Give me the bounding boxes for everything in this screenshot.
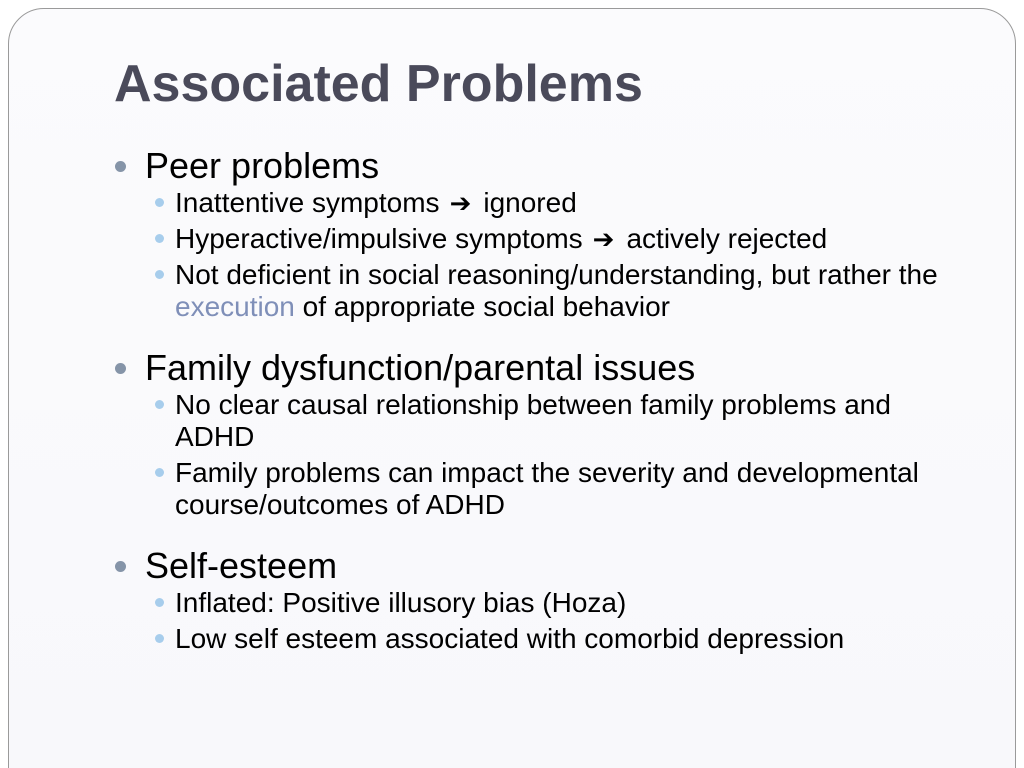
bullet-no-causal-relationship: No clear causal relationship between family problems and ADHD [113,389,973,453]
bullet-family-dysfunction: Family dysfunction/parental issues [113,347,973,389]
bullet-self-esteem: Self-esteem [113,545,973,587]
right-arrow-icon: ➔ [449,188,472,218]
slide-content [113,145,973,659]
bullet-text: of appropriate social behavior [302,291,670,322]
bullet-text: Inattentive symptoms [175,187,440,218]
bullet-text: Hyperactive/impulsive symptoms [175,223,583,254]
bullet-social-reasoning [113,259,973,323]
right-arrow-icon: ➔ [592,224,615,254]
slide-title: Associated Problems [114,55,643,113]
bullet-peer-problems: Peer problems [113,145,973,187]
bullet-low-self-esteem: Low self esteem associated with comorbid depression [113,623,973,655]
section-gap [113,327,973,347]
bullet-inattentive-symptoms [113,187,973,219]
bullet-hyperactive-symptoms [113,223,973,255]
bullet-text: Not deficient in social reasoning/understanding, but rather the [175,259,938,290]
bullet-text: ignored [483,187,577,218]
bullet-family-impact: Family problems can impact the severity and developmental course/outcomes of ADHD [113,457,973,521]
bullet-inflated-bias: Inflated: Positive illusory bias (Hoza) [113,587,973,619]
highlight-execution: execution [175,291,295,322]
section-gap [113,525,973,545]
bullet-text: actively rejected [626,223,828,254]
